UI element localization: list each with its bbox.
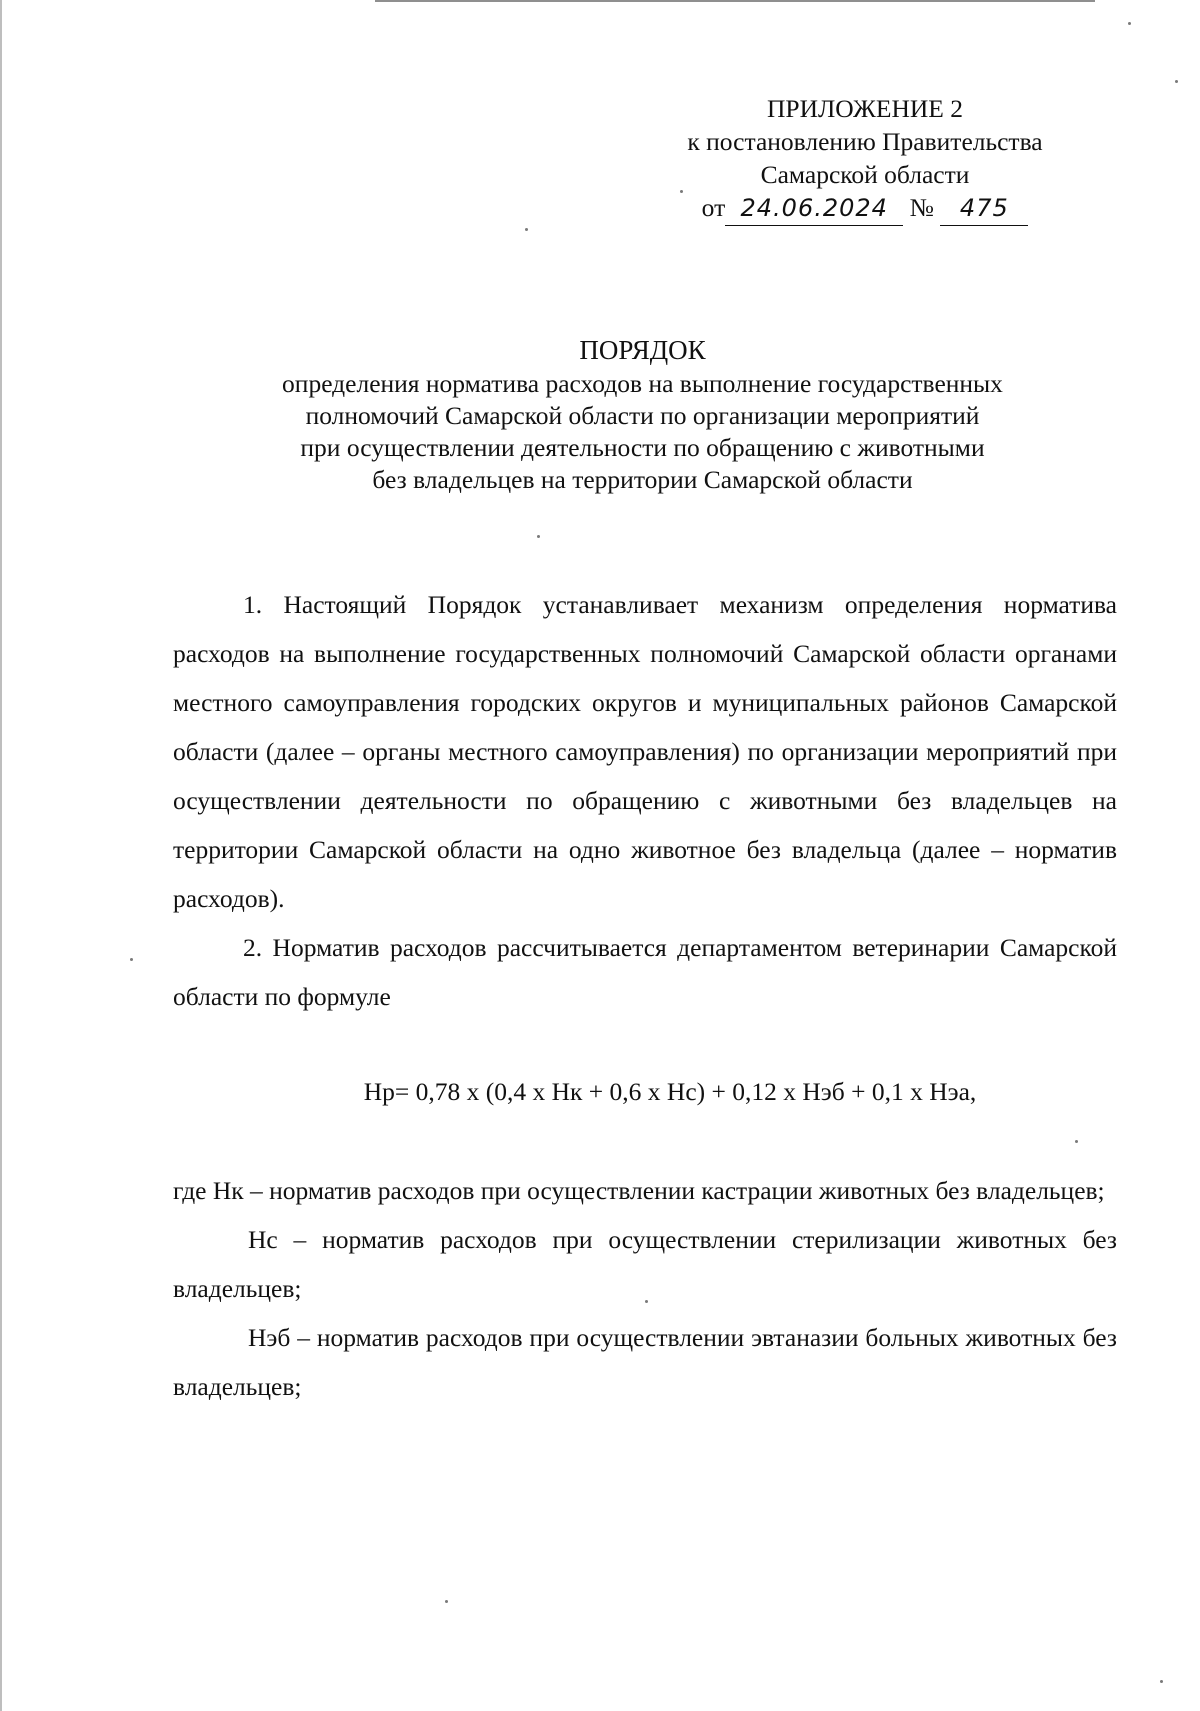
document-title: ПОРЯДОК [579,335,706,365]
number-prefix: № [909,193,934,222]
date-prefix: от [701,193,726,222]
document-subtitle-line: при осуществлении деятельности по обращению с животными [300,433,985,462]
attachment-label: ПРИЛОЖЕНИЕ 2 [766,94,964,123]
scan-edge-top [375,0,1095,2]
scan-speck [130,958,133,961]
definition-nk: где Нк – норматив расходов при осуществлении кастрации животных без владельцев; [173,1176,1105,1205]
attachment-region-line: Самарской области [760,160,970,189]
attachment-header [645,92,1085,226]
scan-edge-left [0,0,2,1711]
document-subtitle-line: определения норматива расходов на выполнение государственных [282,369,1003,398]
title-block [190,332,1095,496]
paragraph-1: 1. Настоящий Порядок устанавливает механизм определения норматива расходов на выполнение государственных полномочий Самарской области органами местного самоуправления городских округов и муниципальных районов Самарской области (далее – органы местного самоуправления) по организации мероприятий при осуществлении деятельности по обращению с животными без владельцев на территории Самарской области на одно животное без владельца (далее – норматив расходов). [173,590,1117,913]
definition-ns: Нс – норматив расходов при осуществлении стерилизации животных без владельцев; [173,1225,1117,1303]
handwritten-number: 475 [940,192,1028,226]
document-body [173,580,1117,1411]
scan-speck [1075,1140,1078,1143]
document-subtitle-line: без владельцев на территории Самарской области [372,465,913,494]
scan-speck [1160,1680,1163,1683]
document-subtitle-line: полномочий Самарской области по организации мероприятий [305,401,980,430]
definition-neb: Нэб – норматив расходов при осуществлении эвтаназии больных животных без владельцев; [173,1323,1117,1401]
scan-speck [680,190,683,193]
formula: Нр= 0,78 х (0,4 х Нк + 0,6 х Нс) + 0,12 х Нэб + 0,1 х Нэа, [363,1077,977,1106]
scan-speck [1175,80,1178,83]
handwritten-date: 24.06.2024 [725,192,903,226]
attachment-resolution-line: к постановлению Правительства [687,127,1043,156]
attachment-date-line [645,191,1085,226]
scan-speck [645,1300,648,1303]
scan-speck [1128,22,1131,25]
scan-speck [445,1600,448,1603]
scan-speck [537,535,540,538]
paragraph-2: 2. Норматив расходов рассчитывается департаментом ветеринарии Самарской области по формуле [173,933,1117,1011]
scan-speck [525,228,528,231]
